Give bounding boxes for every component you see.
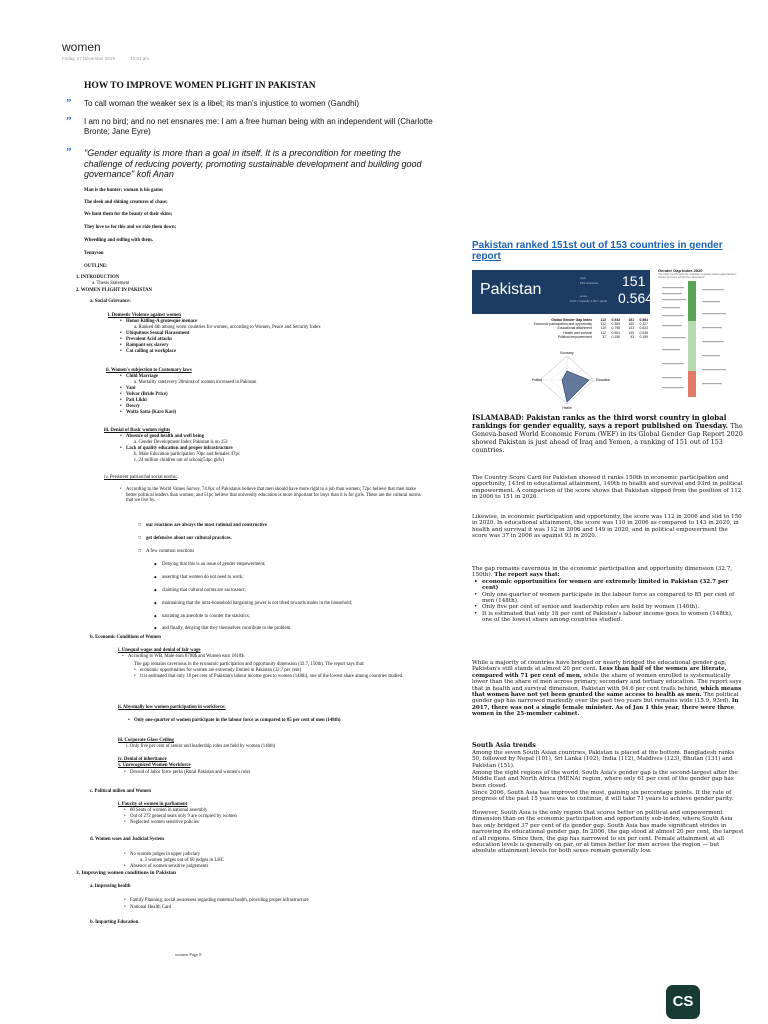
quote-1 — [66, 99, 436, 109]
ranking-strip — [658, 279, 742, 397]
article-lead — [472, 414, 744, 454]
list-item: □ A few common reactions — [146, 549, 194, 555]
poem-line: The sleek and shining creatures of chase; — [84, 200, 168, 205]
radar-label: Education — [596, 378, 611, 382]
article-paragraph: However, South Asia is the only region that scores better on political and empowerment dimension than on the economic participation and opportunity sub-index, where South Asia has only bridged 37 per cent of its gender gap. South Asia has made significant strides in narrowing its educational gender gap. In 2006, the gap stood at almost 20 per cent, the largest of all regions. Since then, the gap has narrowed to six per cent. Female attainment at all education levels is generally on par, or at times better for men across the region — but absolute attainment levels for both sexes remain generally low. — [472, 810, 744, 855]
quote-text: I am no bird; and no net ensnares me: I am a free human being with an independent will (Charlotte Bronte; Jane Eyre) — [84, 117, 433, 136]
list-item: • Prevalent Acid attacks — [126, 337, 172, 343]
country-name: Pakistan — [480, 281, 542, 298]
table-cell: Educational attainment — [557, 326, 592, 331]
poem-line: Man is the hunter; woman is his game; — [84, 188, 164, 193]
list-item: • Devoid of labor force perks (Rural Pakistan and women's role) — [130, 770, 250, 776]
quote-3 — [66, 148, 436, 180]
section-heading: a. Improving health — [90, 884, 131, 889]
list-item: • Family Planning, social awareness regarding maternal health, providing proper infrastructure — [130, 898, 309, 904]
para-text-bold: In 2017, there was not a single female minister. As of Jan 1 this year, there were three women in the 25-member cabinet. — [472, 698, 739, 718]
score-sub: 0.00 = imparity 1.00 = parity — [570, 299, 608, 303]
list-item: • Ubiquitous Sexual Harassment — [126, 331, 189, 337]
subsection-heading: i. Paucity of women in parliament — [118, 802, 188, 807]
subsection-heading: iii. Denial of Basic women rights — [104, 428, 171, 433]
gender-gap-index-panel — [658, 268, 742, 402]
rank-label: rank — [580, 276, 586, 280]
list-item: • economic opportunities for women are extremely limited in Pakistan (32.7 per cent) — [472, 579, 744, 592]
list-item: □ get defensive about our cultural practices. — [146, 536, 232, 542]
table-cell: Economic participation and opportunity — [533, 322, 592, 327]
list-item: □ our reactions are always the most rational and constructive — [146, 523, 267, 529]
rank-sub: 153 countries — [580, 281, 599, 285]
table-cell: 112 — [600, 330, 606, 335]
list-item: • It is estimated that only 18 per cent of Pakistan's labour income goes to women (148th), one of the lowest share among countries studied. — [140, 674, 428, 680]
pakistan-banner — [472, 270, 654, 314]
score-label: score — [580, 294, 588, 298]
page-footer: women Page 8 — [175, 952, 202, 957]
table-cell: Global Gender Gap Index — [551, 318, 592, 322]
table-cell: 93 — [630, 334, 634, 339]
list-item: • Only one-quarter of women participate in the labour force as compared to 85 per cent of men (148th). — [472, 592, 744, 605]
outline-item: 1. INTRODUCTION — [76, 275, 120, 280]
section-heading: a. Social Grievance: — [90, 299, 131, 304]
poem-line: Wheedling and sidling with them. — [84, 238, 153, 243]
para-text: The report says that in health and survival dimension, Pakistan with 94.6 per cent trails behind, — [472, 679, 742, 692]
table-cell: 0.823 — [639, 326, 648, 331]
article-paragraph: Among the eight regions of the world, South Asia's gender gap is the second-largest after the Middle East and North Africa (MENA) region, where only 61 per cent of the gender gap has been closed. — [472, 770, 738, 789]
table-cell: 0.564 — [639, 318, 648, 322]
table-cell: 110 — [600, 326, 606, 331]
list-item: ◆ Denying that this is an issue of gender empowerment; — [162, 562, 265, 568]
table-row — [476, 335, 648, 339]
article-paragraph — [472, 660, 744, 718]
poem-author: Tennyson — [84, 251, 104, 256]
article-paragraph: Likewise, in economic participation and opportunity, the score was 112 in 2006 and slid to 150 in 2020. In educational attainment, the score was 110 in 2006 as compared to 143 in 2020, in health and survival it was 112 in 2006 and 149 in 2020, and in political empowerment the score was 37 in 2006 as against 93 in 2020. — [472, 514, 742, 540]
list-item: • Honor Killing-A grotesque menace — [126, 319, 197, 325]
score-value: 0.564 — [618, 290, 654, 306]
list-item: • Watta Satta (Karo Kari) — [126, 410, 176, 416]
table-cell: 112 — [600, 318, 606, 322]
table-cell: 112 — [600, 322, 606, 327]
list-item: ◆ maintaining that the intra-household bargaining power is not tilted towards males in the household; — [162, 601, 352, 607]
table-cell: 0.798 — [611, 326, 620, 331]
subsection-heading: v. Unrecognized Women Workforce — [118, 763, 191, 768]
subsection-heading: ii. Women's subjection to Customary laws — [106, 368, 192, 373]
outline-label: OUTLINE: — [84, 264, 108, 269]
list-item: • Neglected women sensitive policies — [130, 820, 199, 826]
lead-text: ISLAMABAD: Pakistan ranks as the third worst country in global rankings for gender equality, says a report published on Tuesday. — [472, 413, 729, 430]
radar-label: Economy — [560, 351, 574, 355]
list-item: a. Gender Development Index Pakistan is on 151 — [134, 440, 229, 445]
gender-gap-infographic — [472, 264, 744, 410]
list-item: a. 3 women judges out of 60 judges in LHC — [140, 858, 224, 863]
article-paragraph: The Country Score Card for Pakistan showed it ranks 150th in economic participation and opportunity, 143rd in educational attainment, 149th in health and survival and 93rd in political empowerment. A comparison of the score shows that Pakistan slipped from the position of 112 in 2006 to 151 in 2020. — [472, 475, 743, 501]
gg-subtitle: The Index benchmarks the evolution of gender-based gaps between women and men across four dimensions. — [658, 273, 737, 279]
list-item: • Only five per cent of senior and leadership roles are held by women (146th). — [472, 604, 744, 610]
strip-low — [688, 371, 696, 397]
para-text-bold: which means that women have not yet been granted the same access to health as men. — [472, 685, 742, 699]
page-date — [62, 56, 163, 61]
radar-label: Politics — [532, 378, 543, 382]
subsection-heading: ii. Abysmally low women participation in workforce: — [118, 705, 226, 710]
section-heading: d. Women woes and Judicial System — [90, 837, 165, 842]
radar-chart — [532, 350, 611, 410]
quote-text: To call woman the weaker sex is a libel; its man's injustice to women (Gandhi) — [84, 99, 359, 108]
list-item: a. Ranked 4th among worst countries for women, according to Women, Peace and Security Index — [134, 325, 321, 330]
table-cell: 0.946 — [639, 330, 648, 335]
rank-value: 151 — [622, 273, 646, 289]
table-cell: 143 — [628, 326, 634, 331]
list-item: ◆ claiming that cultural norms are sacrosanct; — [162, 588, 246, 594]
list-item: • It is estimated that only 18 per cent of Pakistan's labour income goes to women (148th), one of the lowest share among countries studied. — [472, 611, 744, 624]
table-cell: 149 — [628, 330, 634, 335]
table-cell: 37 — [602, 334, 606, 339]
list-item: • Absence of good health and well being — [126, 434, 204, 440]
list-item: • According to WB, Male earn 8700$ and Women earn 1610$. — [128, 654, 245, 660]
subsection-heading: iv. Persistent patriarchal social norms: — [104, 475, 178, 480]
lead-text-2: The Geneva-based World Economic Forum (WEF) in its Global Gender Gap Report 2020 showed Pakistan is just ahead of Iraq and Yemen, a ranking of 151 out of 153 countries. — [472, 422, 743, 454]
para-text: The political gender gap has narrowed markedly over the past two years but remains wide (15.9, 93rd). — [472, 692, 739, 705]
list-item: ◆ asserting that women do not need to work; — [162, 575, 244, 581]
list-item: a. Mortality rate(every 20mins) of women increased in Pakistan — [134, 380, 257, 385]
para-text: while the share of women enrolled is systematically lower than the share of men across primary, secondary and tertiary education. — [472, 672, 731, 686]
subsection-heading: iv. Denial of inheritance — [118, 757, 167, 762]
gg-title: Gender Gap Index 2020 — [658, 268, 703, 273]
list-item: b. Male Education participation 70pc and females 47pc — [134, 452, 241, 457]
outline-subitem: a. Thesis Statement — [92, 281, 130, 286]
radar-label: Health — [562, 406, 572, 410]
list-item: ◆ narrating an anecdote to counter the statistics; — [162, 614, 250, 620]
table-cell: 0.159 — [639, 334, 648, 339]
list-item: • Rampant sex slavery — [126, 343, 169, 349]
list-item: • economic opportunities for women are extremely limited in Pakistan (32.7 per cent) — [140, 668, 301, 674]
section-heading: South Asia trends — [472, 741, 536, 749]
table-cell: 0.951 — [611, 330, 620, 335]
quote-2 — [66, 117, 436, 137]
article-link[interactable]: Pakistan ranked 151st out of 153 countries in gender report — [472, 240, 723, 262]
para-text: The gap remains cavernous in the economic participation and opportunity dimension (32.7, 150th). — [472, 566, 733, 579]
section-heading: b. Economic Conditions of Women — [90, 635, 161, 640]
list-item: • National Health Card — [130, 905, 171, 911]
report-list — [472, 579, 744, 624]
table-cell: 0.196 — [611, 334, 620, 339]
table-cell: Health and survival — [563, 330, 592, 335]
paragraph: The gap remains cavernous in the economic participation and opportunity dimension (32.7, 150th). The report says that: — [134, 662, 365, 667]
subsection-heading: i. Unequal wages and denial of fair wage — [118, 648, 201, 653]
list-item: • Lack of quality education and proper infrastructure — [126, 446, 233, 452]
list-item: c. 24 million children out of school(54pc girls) — [134, 458, 224, 463]
section-heading: c. Political milieu and Women — [90, 789, 152, 794]
list-item: ◆ and finally, denying that they themselves contribute to the problem. — [162, 626, 292, 632]
page-title: women — [62, 40, 101, 54]
list-item: i. Only five per cent of senior and leadership roles are held by women (146th) — [126, 744, 276, 749]
table-cell: Political empowerment — [557, 334, 592, 339]
list-item: • Only one-quarter of women participate in the labour force as compared to 85 per cent of men (148th) — [134, 718, 340, 724]
section-heading: b. Imparting Education — [90, 920, 139, 925]
poem-line: They love us for this and we ride them down; — [84, 225, 177, 230]
quote-icon: ” — [66, 97, 72, 109]
list-item: • Vulvar (Bride Price) — [126, 392, 168, 398]
list-item: • Cat calling at workplace — [126, 349, 176, 355]
time-text: 12:01 am — [130, 56, 149, 61]
quote-icon: ” — [66, 115, 72, 127]
list-item: • Child Marriage — [126, 374, 158, 380]
quote-icon: ” — [66, 146, 72, 158]
list-item: • 60 Seats of women in national assembly — [130, 808, 207, 814]
poem-line: We hunt them for the beauty of their skins; — [84, 212, 173, 217]
table-cell: 0.543 — [611, 318, 620, 322]
outline-item: 2. WOMEN PLIGHT IN PAKISTAN — [76, 288, 153, 293]
list-item: • Dowry — [126, 404, 140, 410]
list-item: • Pait Likhi — [126, 398, 147, 404]
subsection-heading: iii. Corporate Glass Ceiling — [118, 738, 174, 743]
table-cell: 150 — [628, 322, 634, 327]
para-text-bold: Less than half of the women are literate, compared with 71 per cent of men, — [472, 666, 727, 679]
strip-mid — [688, 321, 696, 371]
para-text-bold: The report says that: — [494, 572, 560, 579]
strip-high — [688, 281, 696, 321]
table-cell: 0.327 — [639, 322, 648, 327]
article-paragraph: Among the seven South Asian countries, Pakistan is placed at the bottom. Bangladesh ranks 50, followed by Nepal (101), Sri Lanka (102), India (112), Maldives (123), Bhutan (131) and Pakistan (151). — [472, 750, 735, 769]
para-text: While a majority of countries have bridged or nearly bridged the educational gender gap, Pakistan's still stands at almost 20 per cent. — [472, 660, 727, 673]
date-text: Friday, 27 December 2019 — [62, 56, 115, 61]
article-paragraph — [472, 566, 744, 624]
quote-text: "Gender equality is more than a goal in itself. It is a precondition for meeting the challenge of reducing poverty, promoting sustainable development and building good governance" kofi Anan — [84, 148, 422, 179]
paragraph: • According to the World Values Survey, 74.6pc of Pakistanis believe that men should have more right to a job than women; 72pc believe that men make better political leaders than women; and 51pc believe that university education is more important for boys than it is for girls. These are the cultural norms that we live by. — [126, 487, 426, 504]
list-item: • Absence of women sensitive judgements — [130, 864, 208, 870]
list-item: • No women judges in upper judiciary — [130, 852, 200, 858]
outline-item: 3. Improving women conditions in Pakistan — [76, 870, 176, 876]
subsection-heading: i. Domestic Violence against women — [108, 313, 181, 318]
table-cell: 151 — [628, 318, 634, 322]
article-paragraph: Since 2006, South Asia has improved the most, gaining six percentage points. If the rate of progress of the past 15 years was to continue, it will take 71 years to achieve gender parity. — [472, 790, 734, 803]
camscanner-badge: CS — [666, 985, 700, 1019]
score-table — [476, 318, 648, 339]
radar-shape — [562, 371, 589, 402]
list-item: • Out of 272 general seats only 9 are occupied by women — [130, 814, 237, 820]
table-cell: 0.369 — [611, 322, 620, 327]
essay-heading: HOW TO IMPROVE WOMEN PLIGHT IN PAKISTAN — [84, 81, 316, 91]
list-item: • Vani — [126, 386, 135, 392]
